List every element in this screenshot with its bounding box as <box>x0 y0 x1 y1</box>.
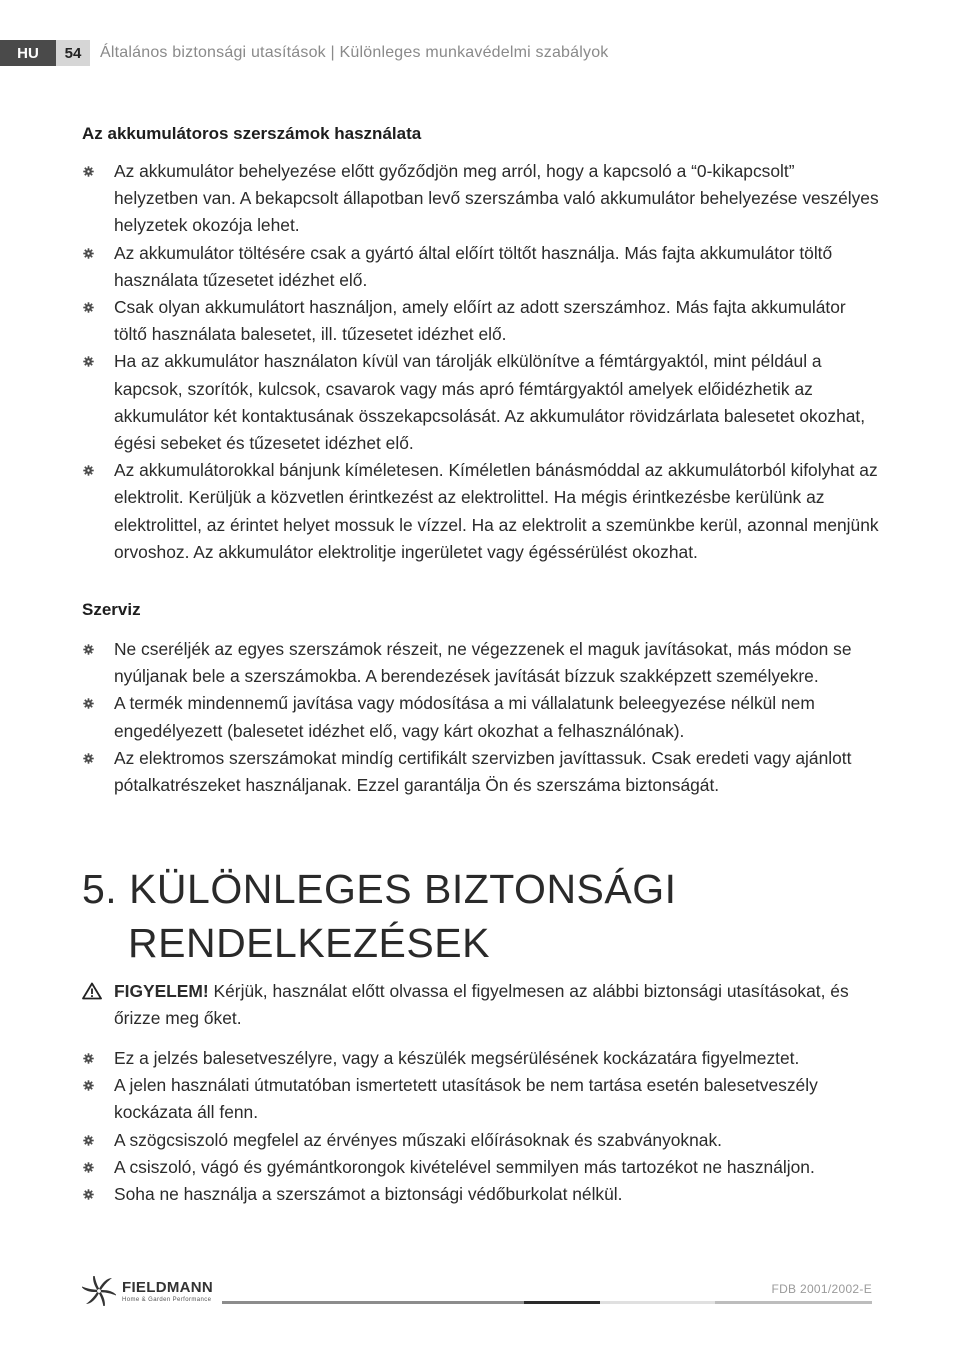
section-title: Szerviz <box>82 600 141 619</box>
bullet-list <box>82 636 882 799</box>
list-item <box>82 1072 882 1126</box>
bullet-list <box>82 1045 882 1208</box>
chapter-heading-line2: RENDELKEZÉSEK <box>128 920 490 966</box>
gear-bullet-icon <box>83 1080 94 1091</box>
list-item-text: Csak olyan akkumulátort használjon, amely előírt az adott szerszámhoz. Más fajta akkumulátor töltő használata balesetet, ill. tűzesetet idézhet elő. <box>114 297 846 345</box>
warning-notice <box>82 978 882 1032</box>
language-badge: HU <box>0 40 56 66</box>
list-item-text: Az elektromos szerszámokat mindíg certifikált szervizben javíttassuk. Csak eredeti vagy ajánlott pótalkatrészeket használjanak. Ezzel garantálja Ön és szerszáma biztonságát. <box>114 747 852 796</box>
footer-rule-end <box>715 1301 872 1304</box>
list-item <box>82 1181 882 1208</box>
list-item <box>82 158 882 240</box>
gear-bullet-icon <box>83 1135 94 1146</box>
list-item-text: A szögcsiszoló megfelel az érvényes műszaki előírásoknak és szabványoknak. <box>114 1129 723 1150</box>
fieldmann-swirl-logo <box>82 1276 116 1306</box>
section-service <box>82 600 882 799</box>
list-item-text: A termék mindennemű javítása vagy módosítása a mi vállalatunk beleegyezése nélkül nem engedélyezett (balesetet idézhet elő, vagy kárt okozhat a felhasználónak). <box>114 693 815 741</box>
list-item-text: Soha ne használja a szerszámot a biztonsági védőburkolat nélkül. <box>114 1184 623 1205</box>
list-item <box>82 240 882 294</box>
header-title: Általános biztonsági utasítások | Különleges munkavédelmi szabályok <box>100 44 609 61</box>
list-item <box>82 1045 882 1072</box>
gear-bullet-icon <box>83 302 94 313</box>
gear-bullet-icon <box>83 356 94 367</box>
list-item-text: A jelen használati útmutatóban ismertetett utasítások be nem tartása esetén balesetveszély kockázata áll fenn. <box>114 1075 818 1123</box>
gear-bullet-icon <box>83 1162 94 1173</box>
list-item-text: Az akkumulátorokkal bánjunk kíméletesen. Kíméletlen bánásmóddal az akkumulátorból kifolyhat az elektrolit. Kerüljük a közvetlen érintkezést az elektrolittel. Ha mégis érintkezésbe kerülünk az elektrolittel, az érintet helyet mossuk le vízzel. Ha az elektrolit a szemünkbe kerül, azonnal menjünk orvoshoz. Az akkumulátor elektrolitje ingerületet vagy égéssérülést okozhat. <box>114 460 879 562</box>
gear-bullet-icon <box>83 248 94 259</box>
list-item <box>82 1154 882 1181</box>
list-item-text: Ne cseréljék az egyes szerszámok részeit, ne végezzenek el maguk javításokat, más módon se nyúljanak bele a szerszámokba. A berendezések javítását bízzuk szakképzett személyekre. <box>114 639 852 687</box>
footer-rule-light <box>600 1301 715 1304</box>
list-item <box>82 690 882 744</box>
brand-name: FIELDMANN <box>122 1278 214 1296</box>
brand-logo <box>82 1276 213 1306</box>
gear-bullet-icon <box>83 698 94 709</box>
chapter-heading <box>82 862 677 970</box>
chapter-heading-line1: 5. KÜLÖNLEGES BIZTONSÁGI <box>82 866 677 912</box>
gear-bullet-icon <box>83 1053 94 1064</box>
footer-rule <box>222 1301 524 1304</box>
list-item <box>82 636 882 690</box>
list-item <box>82 294 882 348</box>
list-item-text: Az akkumulátor behelyezése előtt győződjön meg arról, hogy a kapcsoló a “0-kikapcsolt” helyzetben van. A bekapcsolt állapotban levő szerszámba való akkumulátor behelyezése veszélyes helyzetek okozója lehet. <box>114 161 879 236</box>
gear-bullet-icon <box>83 166 94 177</box>
warning-triangle-icon <box>82 982 102 1000</box>
page-header <box>0 40 609 66</box>
list-item-text: Az akkumulátor töltésére csak a gyártó által előírt töltőt használja. Más fajta akkumulátor töltő használata tűzesetet idézhet elő. <box>114 242 833 290</box>
gear-bullet-icon <box>83 753 94 764</box>
gear-bullet-icon <box>83 1189 94 1200</box>
section-title: Az akkumulátoros szerszámok használata <box>82 124 422 143</box>
page-number: 54 <box>56 40 90 66</box>
warning-text: Kérjük, használat előtt olvassa el figyelmesen az alábbi biztonsági utasításokat, és őrizze meg őket. <box>114 981 849 1029</box>
list-item <box>82 745 882 799</box>
section-general-rules <box>82 1045 882 1208</box>
footer-rule-accent <box>524 1301 600 1304</box>
gear-bullet-icon <box>83 644 94 655</box>
warning-label: FIGYELEM! <box>114 981 209 1001</box>
gear-bullet-icon <box>83 465 94 476</box>
brand-tagline: Home & Garden Performance <box>122 1296 212 1303</box>
list-item-text: Ha az akkumulátor használaton kívül van tárolják elkülönítve a fémtárgyaktól, mint például a kapcsok, szorítók, kulcsok, csavarok vagy más apró fémtárgyaktól amelyek előidézhetik az akkumulátor két kontaktusának összekapcsolását. Az akkumulátor rövidzárlata balesetet okozhat, égési sebeket és tűzesetet idézhet elő. <box>114 351 866 454</box>
section-battery-tools <box>82 124 882 566</box>
list-item-text: A csiszoló, vágó és gyémántkorongok kivételével semmilyen más tartozékot ne használjon. <box>114 1156 815 1177</box>
bullet-list <box>82 158 882 566</box>
list-item-text: Ez a jelzés balesetveszélyre, vagy a készülék megsérülésének kockázatára figyelmeztet. <box>114 1048 800 1068</box>
list-item <box>82 348 882 457</box>
list-item <box>82 1127 882 1154</box>
model-number: FDB 2001/2002-E <box>771 1282 872 1296</box>
list-item <box>82 457 882 566</box>
